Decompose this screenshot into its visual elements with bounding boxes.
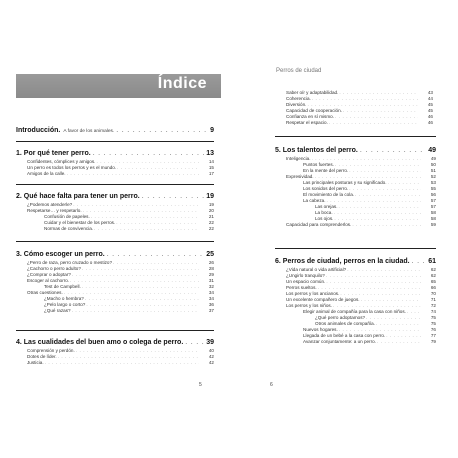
running-head: Perros de ciudad [276,68,322,74]
toc-entry[interactable]: Comprensión y perdón. . . . 40 [16,348,214,354]
toc-entry[interactable]: Elegir animal de compañía para la casa con niños. . . . 74 [275,309,436,315]
toc-entry[interactable]: Capacidad de cooperación. . . . 45 [275,108,433,114]
toc-entry[interactable]: Respetarse… y respetarlo. . . . 20 [16,208,214,214]
toc-chapter-6 [275,257,436,345]
section-rule [16,241,214,242]
toc-chapter-4 [16,338,214,366]
toc-entry[interactable]: Capacidad para comprenderlos. . . . 59 [275,222,436,228]
toc-entry[interactable]: ¿Cachorro o perro adulto? . . . 28 [16,266,214,272]
toc-entry[interactable]: Los ojos. . . . 58 [275,216,436,222]
toc-heading[interactable]: 5. Los talentos del perro. . . . 49 [275,146,436,156]
toc-entry[interactable]: Las principales posturas y su significado. . . . 53 [275,180,436,186]
toc-entry[interactable]: Las orejas. . . . 57 [275,204,436,210]
section-rule [16,330,214,331]
toc-heading[interactable]: 4. Las cualidades del buen amo o colega de perro. . . . 39 [16,338,214,348]
toc-entry[interactable]: Los sonidos del perro. . . . 55 [275,186,436,192]
toc-entry[interactable]: El movimiento de la cola. . . . 56 [275,192,436,198]
toc-entry[interactable]: Cuidar y el bienestar de los perros. . . . 22 [16,220,214,226]
page-number: 6 [270,382,273,388]
toc-entry[interactable]: ¿Vida natural o vida artificial? . . . 62 [275,267,436,273]
toc-entry[interactable]: Un espacio común. . . . 65 [275,279,436,285]
toc-entry[interactable]: Otras cuestiones. . . . 34 [16,290,214,296]
page-number: 5 [199,382,202,388]
toc-chapter-1 [16,149,214,177]
toc-entry[interactable]: Confusión de papeles. . . . 21 [16,214,214,220]
toc-entry[interactable]: Perros sueltos. . . . 66 [275,285,436,291]
toc-chapter-2 [16,192,214,232]
toc-entry[interactable]: ¿Qué razas? . . . 37 [16,308,214,314]
toc-entry[interactable]: La boca. . . . 58 [275,210,436,216]
toc-entry[interactable]: Saber oír y adaptabilidad. . . . 43 [275,90,433,96]
toc-entry[interactable]: Inteligencia. . . . 49 [275,156,436,162]
toc-entry[interactable]: ¿Podemos atenderle? . . . 19 [16,202,214,208]
toc-entry[interactable]: ¿Ungirlo tranquilo? . . . 62 [275,273,436,279]
toc-entry[interactable]: Un excelente compañero de juegos. . . . 71 [275,297,436,303]
section-rule [275,136,436,137]
toc-entry[interactable]: Diversión. . . . 45 [275,102,433,108]
toc-intro [16,126,214,136]
toc-heading[interactable]: 2. Qué hace falta para tener un perro. . . . 19 [16,192,214,202]
toc-entry[interactable]: Confianza en sí mismo. . . . 46 [275,114,433,120]
toc-entry[interactable]: Test de Campbell. . . . 32 [16,284,214,290]
toc-entry[interactable]: Normas de convivencia. . . . 22 [16,226,214,232]
section-rule [16,184,214,185]
toc-heading[interactable]: 3. Cómo escoger un perro. . . . 25 [16,250,214,260]
toc-entry[interactable]: Otros animales de compañía. . . . 75 [275,321,436,327]
toc-entry[interactable]: ¿Macho o hembra? . . . 34 [16,296,214,302]
toc-entry[interactable]: ¿Comprar o adoptar? . . . 29 [16,272,214,278]
toc-entry[interactable]: Nuevos hogares. . . . 76 [275,327,436,333]
toc-chapter-3 [16,250,214,314]
toc-continued [275,90,433,126]
toc-chapter-5 [275,146,436,228]
toc-heading[interactable]: 1. Por qué tener perro. . . . 13 [16,149,214,159]
toc-entry[interactable]: Coherencia. . . . 44 [275,96,433,102]
toc-entry[interactable]: Avanzar conjuntamente: a un perro. . . . 79 [275,339,436,345]
toc-entry[interactable]: Los perros y los ancianos. . . . 70 [275,291,436,297]
toc-entry[interactable]: Un perro es todos los perros y es el mundo. . . . 15 [16,165,214,171]
right-page [229,0,458,458]
toc-entry[interactable]: Escoger al cachorro. . . . 31 [16,278,214,284]
toc-entry[interactable]: Expresividad. . . . 52 [275,174,436,180]
toc-heading[interactable]: 6. Perros de ciudad, perros en la ciudad. . . . 61 [275,257,436,267]
toc-entry[interactable]: Los perros y los niños. . . . 72 [275,303,436,309]
toc-heading[interactable]: Introducción. A favor de los animales. . . . 9 [16,126,214,136]
index-banner [16,74,221,98]
toc-entry[interactable]: Confidentes, cómplices y amigos. . . . 14 [16,159,214,165]
toc-entry[interactable]: Amigos de la calle. . . . 17 [16,171,214,177]
toc-entry[interactable]: Llegada de un bebé a la casa con perro. . . . 77 [275,333,436,339]
index-title: Índice [157,75,207,92]
toc-entry[interactable]: Puntos fuertes. . . . 50 [275,162,436,168]
toc-entry[interactable]: Justicia. . . . 42 [16,360,214,366]
toc-entry[interactable]: ¿Perro de raza, perro cruzado o mestizo? . . . 26 [16,260,214,266]
toc-entry[interactable]: ¿Pelo largo o corto? . . . 36 [16,302,214,308]
section-rule [16,141,214,142]
toc-entry[interactable]: ¿Qué perro adoptamos? . . . 75 [275,315,436,321]
toc-entry[interactable]: La cabeza. . . . 57 [275,198,436,204]
toc-entry[interactable]: Respetar el espacio. . . . 46 [275,120,433,126]
toc-entry[interactable]: Dotes de líder. . . . 42 [16,354,214,360]
toc-entry[interactable]: En la mente del perro. . . . 51 [275,168,436,174]
section-rule [275,248,436,249]
